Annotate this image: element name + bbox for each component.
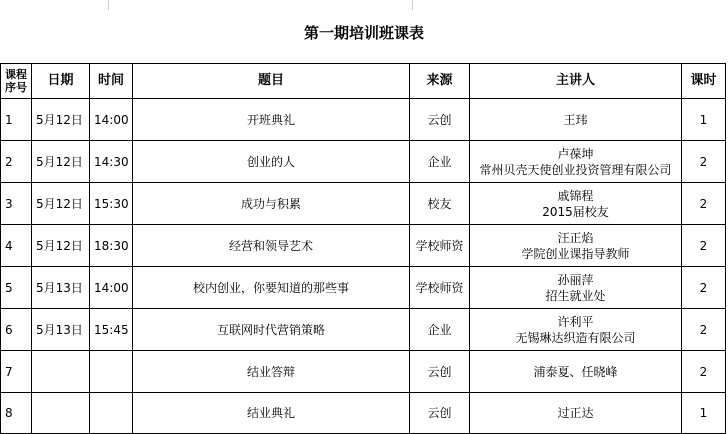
speaker-line: 2015届校友 [542, 204, 609, 219]
speaker-line: 学院创业课指导教师 [521, 246, 630, 261]
table-row [1, 141, 726, 183]
page-title[interactable]: 第一期培训班课表 [303, 23, 424, 42]
cell-source[interactable]: 云创 [410, 351, 470, 393]
cell-date[interactable]: 5月12日 [32, 225, 90, 267]
header-row [1, 64, 726, 99]
cell-topic[interactable]: 经营和领导艺术 [133, 225, 410, 267]
cell-time[interactable]: 14:00 [90, 267, 133, 309]
speaker-line: 浦泰夏、任晓峰 [533, 364, 618, 379]
speaker-line: 过正达 [557, 406, 594, 420]
cell-source[interactable]: 学校师资 [410, 267, 470, 309]
header-speaker[interactable]: 主讲人 [470, 64, 682, 99]
cell-date[interactable]: 5月12日 [32, 99, 90, 141]
cell-speaker[interactable] [470, 183, 682, 225]
table-row [1, 393, 726, 434]
header-topic[interactable]: 题目 [133, 64, 410, 99]
speaker-line: 常州贝壳天使创业投资管理有限公司 [479, 162, 672, 177]
cell-topic[interactable]: 结业典礼 [133, 393, 410, 434]
cell-hours[interactable]: 2 [682, 267, 726, 309]
header-date[interactable]: 日期 [32, 64, 90, 99]
speaker-line: 汪正焰 [557, 230, 594, 245]
cell-speaker[interactable] [470, 309, 682, 351]
cell-topic[interactable]: 成功与积累 [133, 183, 410, 225]
cell-seq[interactable]: 3 [1, 183, 32, 225]
cell-source[interactable]: 校友 [410, 183, 470, 225]
cell-speaker[interactable] [470, 99, 682, 141]
cell-hours[interactable]: 2 [682, 351, 726, 393]
cell-date[interactable]: 5月12日 [32, 141, 90, 183]
cell-seq[interactable]: 1 [1, 99, 32, 141]
table-row [1, 309, 726, 351]
table-row [1, 183, 726, 225]
cell-topic[interactable]: 互联网时代营销策略 [133, 309, 410, 351]
cell-source[interactable]: 云创 [410, 393, 470, 434]
cell-speaker[interactable] [470, 267, 682, 309]
cell-hours[interactable]: 1 [682, 99, 726, 141]
cell-date[interactable]: 5月12日 [32, 183, 90, 225]
cell-source[interactable]: 学校师资 [410, 225, 470, 267]
header-seq[interactable]: 课程序号 [1, 64, 32, 99]
cell-time[interactable]: 15:45 [90, 309, 133, 351]
cell-seq[interactable]: 8 [1, 393, 32, 434]
cell-topic[interactable]: 结业答辩 [133, 351, 410, 393]
cell-seq[interactable]: 2 [1, 141, 32, 183]
speaker-line: 王玮 [563, 112, 588, 127]
cell-source[interactable]: 企业 [410, 309, 470, 351]
table-row [1, 99, 726, 141]
cell-seq[interactable]: 5 [1, 267, 32, 309]
speaker-line: 戚锦程 [557, 188, 594, 203]
header-time[interactable]: 时间 [90, 64, 133, 99]
cell-hours[interactable]: 1 [682, 393, 726, 434]
cell-date[interactable] [32, 393, 90, 434]
cell-source[interactable]: 云创 [410, 99, 470, 141]
cell-topic[interactable]: 校内创业，你要知道的那些事 [133, 267, 410, 309]
cell-seq[interactable]: 6 [1, 309, 32, 351]
cell-hours[interactable]: 2 [682, 141, 726, 183]
cell-topic[interactable]: 创业的人 [133, 141, 410, 183]
table-row [1, 351, 726, 393]
header-source[interactable]: 来源 [410, 64, 470, 99]
speaker-line: 招生就业处 [545, 288, 606, 303]
speaker-line: 无锡琳达织造有限公司 [515, 330, 636, 345]
schedule-table [0, 63, 726, 434]
header-hours[interactable]: 课时 [682, 64, 726, 99]
cell-time[interactable] [90, 393, 133, 434]
speaker-line: 许利平 [557, 314, 594, 329]
cell-speaker[interactable] [470, 141, 682, 183]
cell-source[interactable]: 企业 [410, 141, 470, 183]
table-row [1, 267, 726, 309]
cell-seq[interactable]: 4 [1, 225, 32, 267]
speaker-line: 卢葆坤 [557, 146, 594, 161]
cell-time[interactable]: 18:30 [90, 225, 133, 267]
cell-time[interactable]: 14:30 [90, 141, 133, 183]
cell-time[interactable] [90, 351, 133, 393]
cell-speaker[interactable] [470, 225, 682, 267]
speaker-line: 孙丽萍 [557, 272, 594, 287]
cell-date[interactable] [32, 351, 90, 393]
table-row [1, 225, 726, 267]
cell-speaker[interactable] [470, 393, 682, 434]
cell-hours[interactable]: 2 [682, 225, 726, 267]
cell-hours[interactable]: 2 [682, 309, 726, 351]
cell-time[interactable]: 15:30 [90, 183, 133, 225]
cell-date[interactable]: 5月13日 [32, 267, 90, 309]
cell-speaker[interactable] [470, 351, 682, 393]
cell-date[interactable]: 5月13日 [32, 309, 90, 351]
cell-seq[interactable]: 7 [1, 351, 32, 393]
cell-hours[interactable]: 2 [682, 183, 726, 225]
cell-time[interactable]: 14:00 [90, 99, 133, 141]
cell-topic[interactable]: 开班典礼 [133, 99, 410, 141]
